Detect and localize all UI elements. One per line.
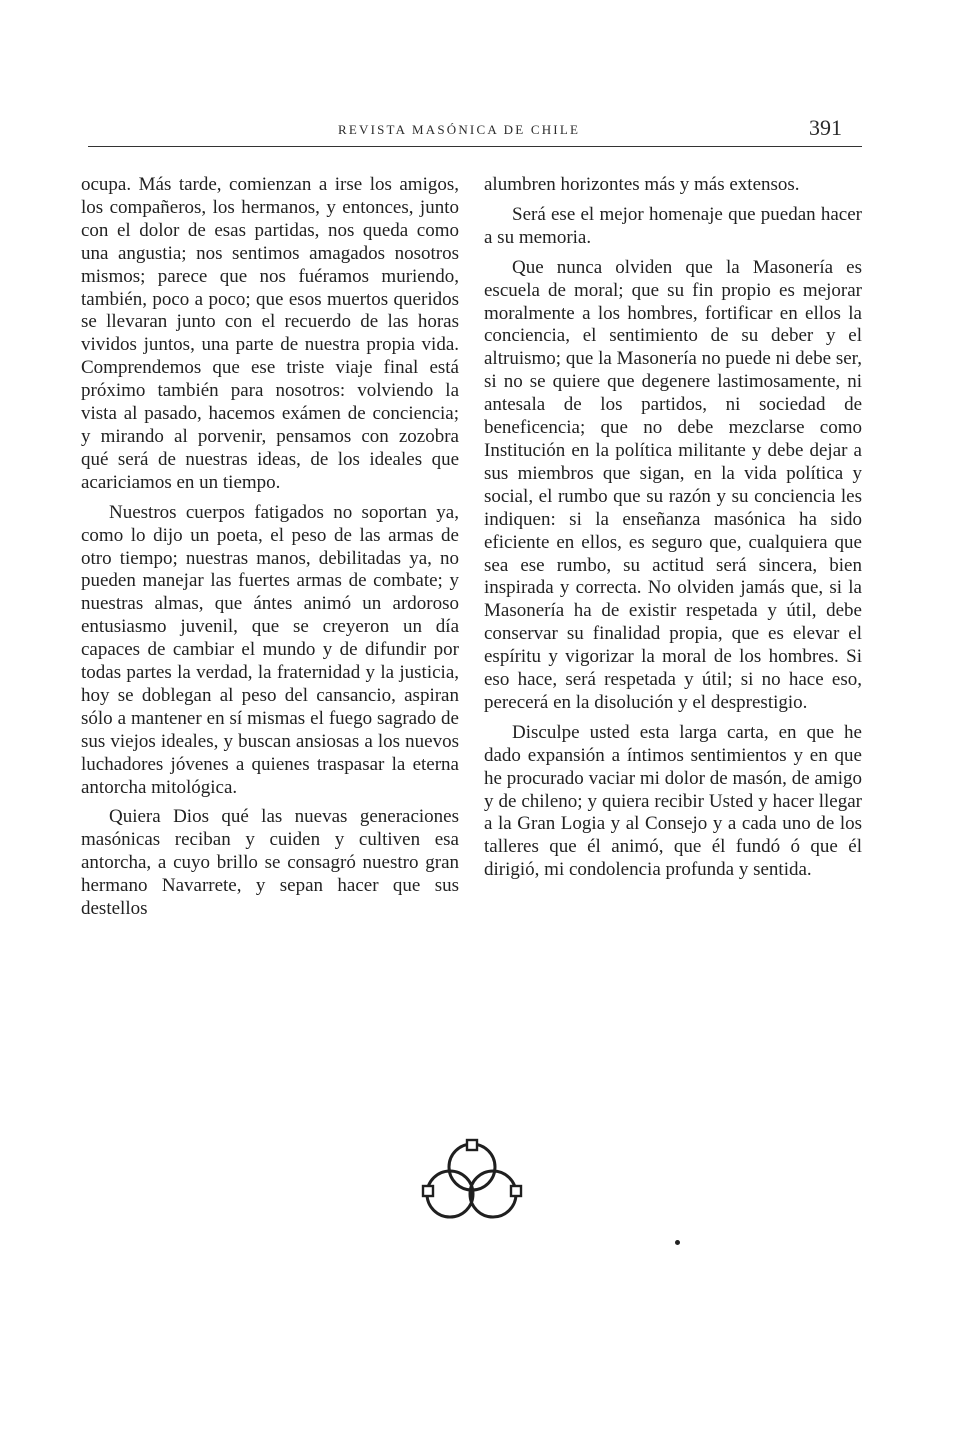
page-number: 391 xyxy=(809,115,842,140)
paragraph: Nuestros cuerpos fatigados no soportan ya, como lo dijo un poeta, el peso de las armas de otro tiempo; nuestras manos, debilitadas ya, no pueden manejar las fuertes armas de combate; y nuestras almas, que ántes animó un ardoroso entusiasmo juvenil, que se creyeron un día capaces de cambiar el mundo y de difundir por todas partes la verdad, la fraternidad y la justicia, hoy se doblegan al peso del cansancio, aspiran sólo a mantener en sí mismas el fuego sagrado de sus viejos ideales, y buscan ansiosas a los nuevos luchadores jóvenes a quienes traspasar la eterna antorcha mitológica. xyxy=(81,501,459,798)
ornament-square-top xyxy=(467,1140,477,1150)
three-interlaced-circles-icon xyxy=(418,1136,526,1224)
running-title: REVISTA MASÓNICA DE CHILE xyxy=(338,122,581,137)
running-head xyxy=(88,112,862,152)
left-text-column xyxy=(81,174,459,928)
paragraph: Será ese el mejor homenaje que puedan hacer a su memoria. xyxy=(484,203,862,248)
paragraph: Quiera Dios qué las nuevas generaciones masónicas reciban y cuiden y cultiven esa antorcha, a cuyo brillo se consagró nuestro gran hermano Navarrete, y sepan hacer que sus destellos xyxy=(81,806,459,920)
ornament-square-left xyxy=(423,1186,433,1196)
paragraph: Que nunca olviden que la Masonería es escuela de moral; que su fin propio es mejorar moralmente a los hombres, fortificar en ellos la conciencia, el sentimiento de su deber y el altruismo; que la Masonería no puede ni debe ser, si no se quiere que degenere lastimosamente, ni antesala de los partidos, ni sociedad de beneficencia; que no debe mezclarse como Institución en la política militante y debe dejar a sus miembros que sigan, en la vida política y social, el rumbo que su razón y su conciencia les indiquen: si la enseñanza masónica ha sido eficiente en ellos, es seguro que, cualquiera que sea ese rumbo, su actitud será sincera, bien inspirada y correcta. No olviden jamás que, si la Masonería ha de existir respetada y útil, debe conservar su finalidad propia, que es elevar el espíritu y vigorizar la moral de los hombres. Si eso hace, será respetada y útil; si no hace eso, perecerá en la disolución y el desprestigio. xyxy=(484,256,862,713)
paragraph: Disculpe usted esta larga carta, en que he dado expansión a íntimos sentimientos y en que he procurado vaciar mi dolor de masón, de amigo y de chileno; y quiera recibir Usted y hacer llegar a la Gran Logia y al Consejo y a cada uno de los talleres que él animó, que él fundó ó que él dirigió, mi condolencia profunda y sentida. xyxy=(484,721,862,881)
header-rule xyxy=(88,146,862,147)
ink-speck xyxy=(675,1240,680,1245)
ornament-graphic xyxy=(418,1136,526,1224)
paragraph-continued: ocupa. Más tarde, comienzan a irse los amigos, los compañeros, los hermanos, y entonces, junto con el dolor de esas partidas, nos queda como una angustia; nos sentimos amagados nosotros mismos; parece que nos fuéramos muriendo, también, poco a poco; que esos muertos queridos se llevaran junto con el recuerdo de las horas vividos juntos, una parte de nuestra propia vida. Comprendemos que ese triste viaje final está próximo también para nosotros: volviendo la vista al pasado, hacemos exámen de conciencia; y mirando al porvenir, pensamos con zozobra qué será de nuestras ideas, de los ideales que acariciamos en un tiempo. xyxy=(81,174,459,493)
paragraph-continued: alumbren horizontes más y más extensos. xyxy=(484,174,800,195)
right-text-column xyxy=(484,174,862,889)
ornament-square-right xyxy=(511,1186,521,1196)
